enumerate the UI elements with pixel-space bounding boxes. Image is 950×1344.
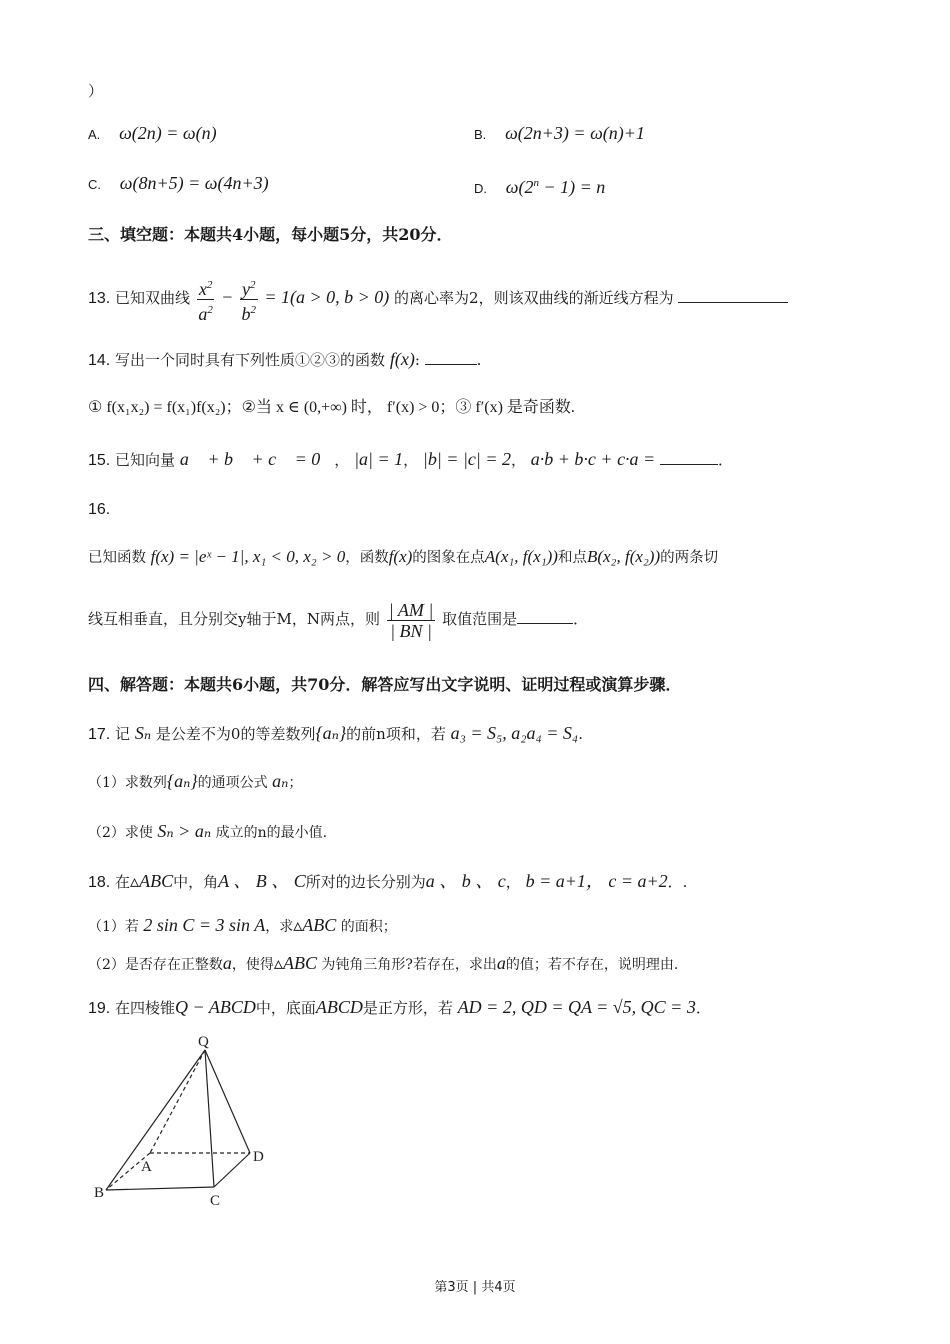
option-c-label: C. bbox=[88, 177, 101, 192]
q16-fx: f(x) bbox=[388, 547, 413, 566]
q14-answer-blank[interactable] bbox=[425, 364, 477, 365]
q17-number: 17. bbox=[88, 726, 111, 743]
q14-func: f(x) bbox=[389, 349, 415, 369]
q13-text-b: 的离心率为2，则该双曲线的渐近线方程为 bbox=[394, 289, 674, 307]
q15-text-a: 已知向量 bbox=[115, 451, 176, 469]
section4-title: 四、解答题：本题共6小题，共70分．解答应写出文字说明、证明过程或演算步骤． bbox=[88, 675, 682, 694]
prev-question-close: ） bbox=[88, 82, 104, 100]
q18-cond: b = a+1， c = a+2 bbox=[525, 871, 668, 891]
q14-colon: : bbox=[414, 351, 420, 369]
option-c bbox=[88, 172, 269, 196]
q18-tri: ▵ABC bbox=[130, 871, 174, 891]
q16-text-f: 线互相垂直，且分别交y轴于M，N两点，则 bbox=[88, 610, 380, 628]
edge-QA bbox=[150, 1050, 205, 1153]
q15-text-d: ， bbox=[510, 451, 526, 469]
q17-text-a: 记 bbox=[115, 725, 131, 743]
option-c-text: ω(8n+5) = ω(4n+3) bbox=[119, 173, 269, 193]
q17-an-set: {aₙ} bbox=[315, 723, 347, 743]
q15-answer-blank[interactable] bbox=[660, 464, 718, 465]
q17-p1-text-b: 的通项公式 bbox=[197, 775, 268, 791]
q16-text-b: ，函数 bbox=[345, 550, 389, 566]
option-a-text: ω(2n) = ω(n) bbox=[119, 123, 217, 143]
q16-text-c: 的图象在点 bbox=[412, 550, 485, 566]
label-Q: Q bbox=[198, 1034, 209, 1050]
q16-point-b: B(x₂, f(x₂)) bbox=[586, 547, 661, 566]
q18-p2-tri: ▵ABC bbox=[273, 953, 317, 973]
q17-p1-end: ； bbox=[288, 775, 303, 791]
q16-number: 16. bbox=[88, 501, 111, 518]
q18-p1-text-b: ，求 bbox=[265, 919, 294, 935]
q15-text-b: ， bbox=[334, 451, 350, 469]
q18-p2-var2: a bbox=[496, 953, 506, 973]
q16-line2 bbox=[88, 596, 588, 642]
q18-p2-text-a: （2）是否存在正整数 bbox=[88, 957, 223, 973]
q16-number-line bbox=[88, 498, 110, 521]
q15-number: 15. bbox=[88, 452, 111, 469]
q17-p2-cond: Sₙ > aₙ bbox=[157, 821, 212, 841]
label-A: A bbox=[141, 1159, 152, 1175]
option-b-text: ω(2n+3) = ω(n)+1 bbox=[505, 123, 645, 143]
q18-text-a: 在 bbox=[115, 873, 131, 891]
q14-properties-text: ① f(x₁x₂) = f(x₁)f(x₂)；②当 x ∈ (0,+∞) 时， f′(x) > 0；③ f′(x) 是奇函数. bbox=[88, 399, 575, 416]
q17-text-c: 的前n项和，若 bbox=[346, 725, 446, 743]
q16-point-a: A(x₁, f(x₁)) bbox=[484, 547, 558, 566]
option-a-label: A. bbox=[88, 127, 101, 142]
q17-p1-an-set: {aₙ} bbox=[166, 771, 198, 791]
q16-text-g: 取值范围是 bbox=[442, 610, 518, 628]
q13-cond: = 1(a > 0, b > 0) bbox=[264, 287, 390, 307]
q15-text-c: ， bbox=[403, 451, 419, 469]
q17-end: . bbox=[578, 725, 583, 743]
q18-part1 bbox=[88, 914, 397, 938]
q17-p1-text-a: （1）求数列 bbox=[88, 775, 167, 791]
edge-QD bbox=[205, 1050, 250, 1153]
q18-p2-text-d: 的值；若不存在，说明理由. bbox=[505, 957, 679, 973]
q15-abs-bc: |b| = |c| = 2 bbox=[422, 449, 511, 469]
option-b-label: B. bbox=[474, 127, 487, 142]
q13-frac-x: $\frac{x^2}{a^2}$ bbox=[197, 275, 215, 324]
pyramid-figure bbox=[80, 1030, 290, 1210]
edge-CD bbox=[214, 1153, 250, 1187]
q13-answer-blank[interactable] bbox=[678, 302, 788, 303]
q14-end: . bbox=[476, 351, 482, 369]
q16-text-e: 的两条切 bbox=[660, 550, 719, 566]
edge-BC bbox=[106, 1187, 214, 1190]
q18-end: ．. bbox=[667, 873, 688, 891]
q15-expr: a·b + b·c + c·a = bbox=[530, 449, 656, 469]
label-B: B bbox=[94, 1185, 105, 1201]
q16-text-d: 和点 bbox=[557, 550, 587, 566]
q18-p1-text-c: 的面积； bbox=[340, 919, 397, 935]
q17 bbox=[88, 722, 583, 746]
q18-angles: A 、 B 、 C bbox=[218, 871, 306, 891]
q17-p1-an: aₙ bbox=[272, 771, 289, 791]
q18-p2-var: a bbox=[222, 953, 232, 973]
q17-cond: a₃ = S₅, a₂a₄ = S₄ bbox=[450, 723, 579, 743]
q15-vec-sum: a⃗ + b⃗ + c⃗ = 0⃗ bbox=[179, 449, 335, 469]
option-d-label: D. bbox=[474, 181, 487, 196]
q18-p2-text-c: 为钝角三角形?若存在，求出 bbox=[321, 957, 497, 973]
q18-text-c: 所对的边长分别为 bbox=[305, 873, 426, 891]
q16-func: f(x) = |eˣ − 1|, x₁ < 0, x₂ > 0 bbox=[150, 547, 346, 566]
q19 bbox=[88, 996, 711, 1020]
q18-p1-tri: ▵ABC bbox=[293, 915, 337, 935]
option-d bbox=[474, 172, 605, 200]
q17-part1 bbox=[88, 770, 302, 794]
q16-ratio-bottom: | BN | bbox=[390, 620, 432, 641]
q17-sn: Sₙ bbox=[134, 723, 152, 743]
q18-text-b: 中，角 bbox=[173, 873, 219, 891]
option-b bbox=[474, 122, 645, 146]
q19-text-c: 是正方形，若 bbox=[362, 999, 453, 1017]
q18-sides: a 、 b 、 c bbox=[425, 871, 506, 891]
section3-title: 三、填空题：本题共4小题，每小题5分，共20分． bbox=[88, 225, 453, 244]
q19-end: ． bbox=[695, 999, 711, 1017]
q17-part2 bbox=[88, 820, 327, 844]
q14-number: 14. bbox=[88, 352, 111, 369]
q15-abs-a: |a| = 1 bbox=[354, 449, 404, 469]
q16-ratio bbox=[387, 600, 436, 641]
q13-number: 13. bbox=[88, 290, 111, 307]
q15-end: ． bbox=[717, 451, 733, 469]
q17-p2-text-a: （2）求使 bbox=[88, 825, 153, 841]
q15 bbox=[88, 448, 733, 472]
q16-line1 bbox=[88, 546, 718, 569]
q18-p2-text-b: ，使得 bbox=[231, 957, 274, 973]
q18-part2 bbox=[88, 952, 678, 976]
q14-properties bbox=[88, 396, 575, 419]
option-a bbox=[88, 122, 217, 146]
q16-answer-blank[interactable] bbox=[517, 623, 573, 624]
q19-cond: AD = 2, QD = QA = √5, QC = 3 bbox=[457, 997, 696, 1017]
q19-number: 19. bbox=[88, 1000, 111, 1017]
q16-ratio-top: | AM | bbox=[388, 599, 434, 620]
edge-QC bbox=[205, 1050, 214, 1187]
q18 bbox=[88, 870, 687, 894]
q19-text-a: 在四棱锥 bbox=[115, 999, 176, 1017]
label-C: C bbox=[210, 1193, 221, 1209]
option-d-text: $\omega(2^n - 1) = n$ bbox=[505, 177, 606, 197]
q13-frac-y: $\frac{y^2}{b^2}$ bbox=[240, 275, 258, 324]
q19-base: ABCD bbox=[315, 997, 363, 1017]
q18-p1-text-a: （1）若 bbox=[88, 919, 139, 935]
q14-text-a: 写出一个同时具有下列性质①②③的函数 bbox=[115, 351, 386, 369]
q18-text-d: ， bbox=[505, 873, 521, 891]
q18-p1-cond: 2 sin C = 3 sin A bbox=[143, 915, 266, 935]
q19-solid: Q − ABCD bbox=[175, 997, 256, 1017]
q14 bbox=[88, 348, 481, 372]
q13-text-a: 已知双曲线 bbox=[115, 289, 191, 307]
q16-end: ． bbox=[573, 610, 589, 628]
q17-p2-text-b: 成立的n的最小值. bbox=[215, 825, 328, 841]
q13: 13. 已知双曲线 $\frac{x^2}{a^2}$ − $\frac{y^2}{b^2}$ = 1(a > 0, b > 0) 的离心率为2，则该双曲线的渐近线方程为 bbox=[88, 274, 788, 324]
q18-number: 18. bbox=[88, 874, 111, 891]
q17-text-b: 是公差不为0的等差数列 bbox=[155, 725, 316, 743]
edge-QB bbox=[106, 1050, 205, 1190]
q16-text-a: 已知函数 bbox=[88, 550, 146, 566]
label-D: D bbox=[253, 1149, 264, 1165]
q19-text-b: 中，底面 bbox=[255, 999, 316, 1017]
page-footer: 第3页 | 共4页 bbox=[434, 1280, 516, 1295]
